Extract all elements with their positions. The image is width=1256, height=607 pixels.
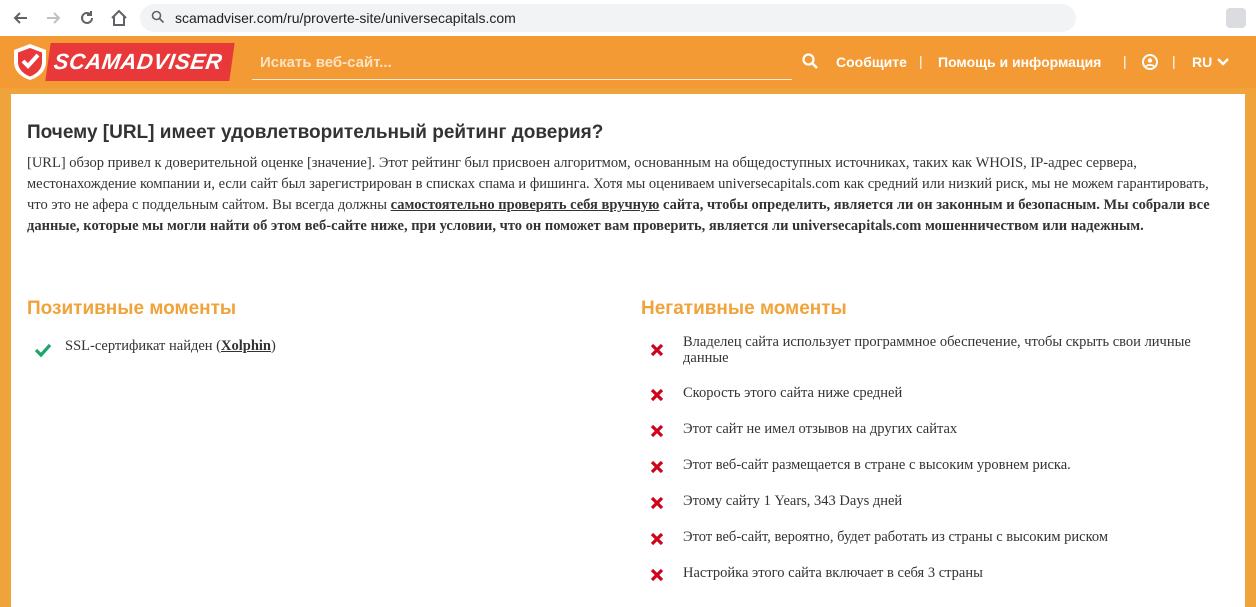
search-icon: [151, 10, 165, 29]
issuer-link[interactable]: Xolphin: [221, 338, 271, 354]
nav-separator: |: [1123, 53, 1127, 69]
description-bold-text: сайта, чтобы определить, является ли он законным и безопасным. Мы собрали все данные, которые мы могли найти об этом веб-сайте ниже, при условии, что он поможет вам проверить, является ли universecapitals.com мошенничеством или надежным.: [27, 197, 1210, 234]
ssl-suffix: ): [271, 338, 276, 354]
check-icon: [33, 340, 53, 360]
back-arrow-icon[interactable]: [8, 6, 32, 30]
negative-text: Этот сайт не имел отзывов на других сайтах: [683, 421, 958, 437]
positives-list: [33, 338, 276, 360]
site-search: [252, 47, 792, 80]
list-item: [647, 523, 1237, 559]
content-panel: [11, 94, 1245, 607]
list-item: [647, 334, 1237, 379]
trust-description: [27, 153, 1227, 237]
list-item: [647, 451, 1237, 487]
negatives-heading: Негативные моменты: [641, 298, 847, 319]
negative-text: Скорость этого сайта ниже средней: [683, 385, 903, 401]
cross-icon: [647, 493, 667, 513]
description-text: [URL] обзор привел к доверительной оценке [значение]. Этот рейтинг был присвоен алгоритмом, основанным на общедоступных источниках, таких как WHOIS, IP-адрес сервера, местонахождение компании и, если сайт был зарегистрирован в списках спама и фишинга. Хотя мы оцениваем universecapitals.com как средний или низкий риск, мы не можем гарантировать, что это не афера с поддельным сайтом. Вы всегда должны: [27, 155, 1209, 213]
logo-wordmark: SCAMADVISER: [45, 43, 234, 81]
site-search-input[interactable]: [252, 47, 782, 77]
list-item: [647, 379, 1237, 415]
site-logo[interactable]: [12, 42, 232, 82]
search-icon[interactable]: [802, 53, 818, 74]
nav-separator: |: [1172, 53, 1176, 69]
address-url[interactable]: scamadviser.com/ru/proverte-site/universecapitals.com: [175, 10, 516, 26]
browser-toolbar: [0, 0, 1256, 36]
report-link[interactable]: Сообщите: [836, 54, 907, 70]
cross-icon: [647, 457, 667, 477]
negative-text: Этот веб-сайт, вероятно, будет работать из страны с высоким риском: [683, 529, 1109, 545]
address-bar[interactable]: [140, 4, 1076, 32]
cross-icon: [647, 340, 667, 360]
chevron-down-icon: [1216, 57, 1230, 67]
negative-text: Этому сайту 1 Years, 343 Days дней: [683, 493, 903, 509]
cross-icon: [647, 421, 667, 441]
list-item: [647, 487, 1237, 523]
cross-icon: [647, 529, 667, 549]
negative-text: Этот веб-сайт размещается в стране с высоким уровнем риска.: [683, 457, 1071, 473]
list-item: [33, 338, 276, 360]
user-icon[interactable]: [1142, 54, 1158, 75]
list-item: [647, 559, 1237, 595]
page-title: Почему [URL] имеет удовлетворительный рейтинг доверия?: [27, 122, 604, 143]
negative-text: Настройка этого сайта включает в себя 3 страны: [683, 565, 983, 581]
cross-icon: [647, 565, 667, 585]
language-label: RU: [1192, 54, 1213, 70]
extension-icon[interactable]: [1226, 8, 1246, 28]
manual-check-link[interactable]: самостоятельно проверять себя вручную: [390, 197, 660, 213]
reload-icon[interactable]: [75, 6, 99, 30]
nav-separator: |: [919, 53, 923, 69]
help-link[interactable]: Помощь и информация: [938, 54, 1102, 70]
negatives-list: [647, 334, 1237, 595]
ssl-text: SSL-сертификат найден (: [65, 338, 222, 354]
home-icon[interactable]: [107, 6, 131, 30]
negative-text: Владелец сайта использует программное обеспечение, чтобы скрыть свои личные данные: [683, 334, 1191, 366]
positive-text: [65, 338, 276, 355]
list-item: [647, 415, 1237, 451]
cross-icon: [647, 385, 667, 405]
positives-heading: Позитивные моменты: [27, 298, 237, 319]
language-selector[interactable]: [1192, 54, 1230, 70]
shield-check-icon: [12, 43, 48, 81]
forward-arrow-icon[interactable]: [42, 6, 66, 30]
site-header: [0, 36, 1256, 88]
